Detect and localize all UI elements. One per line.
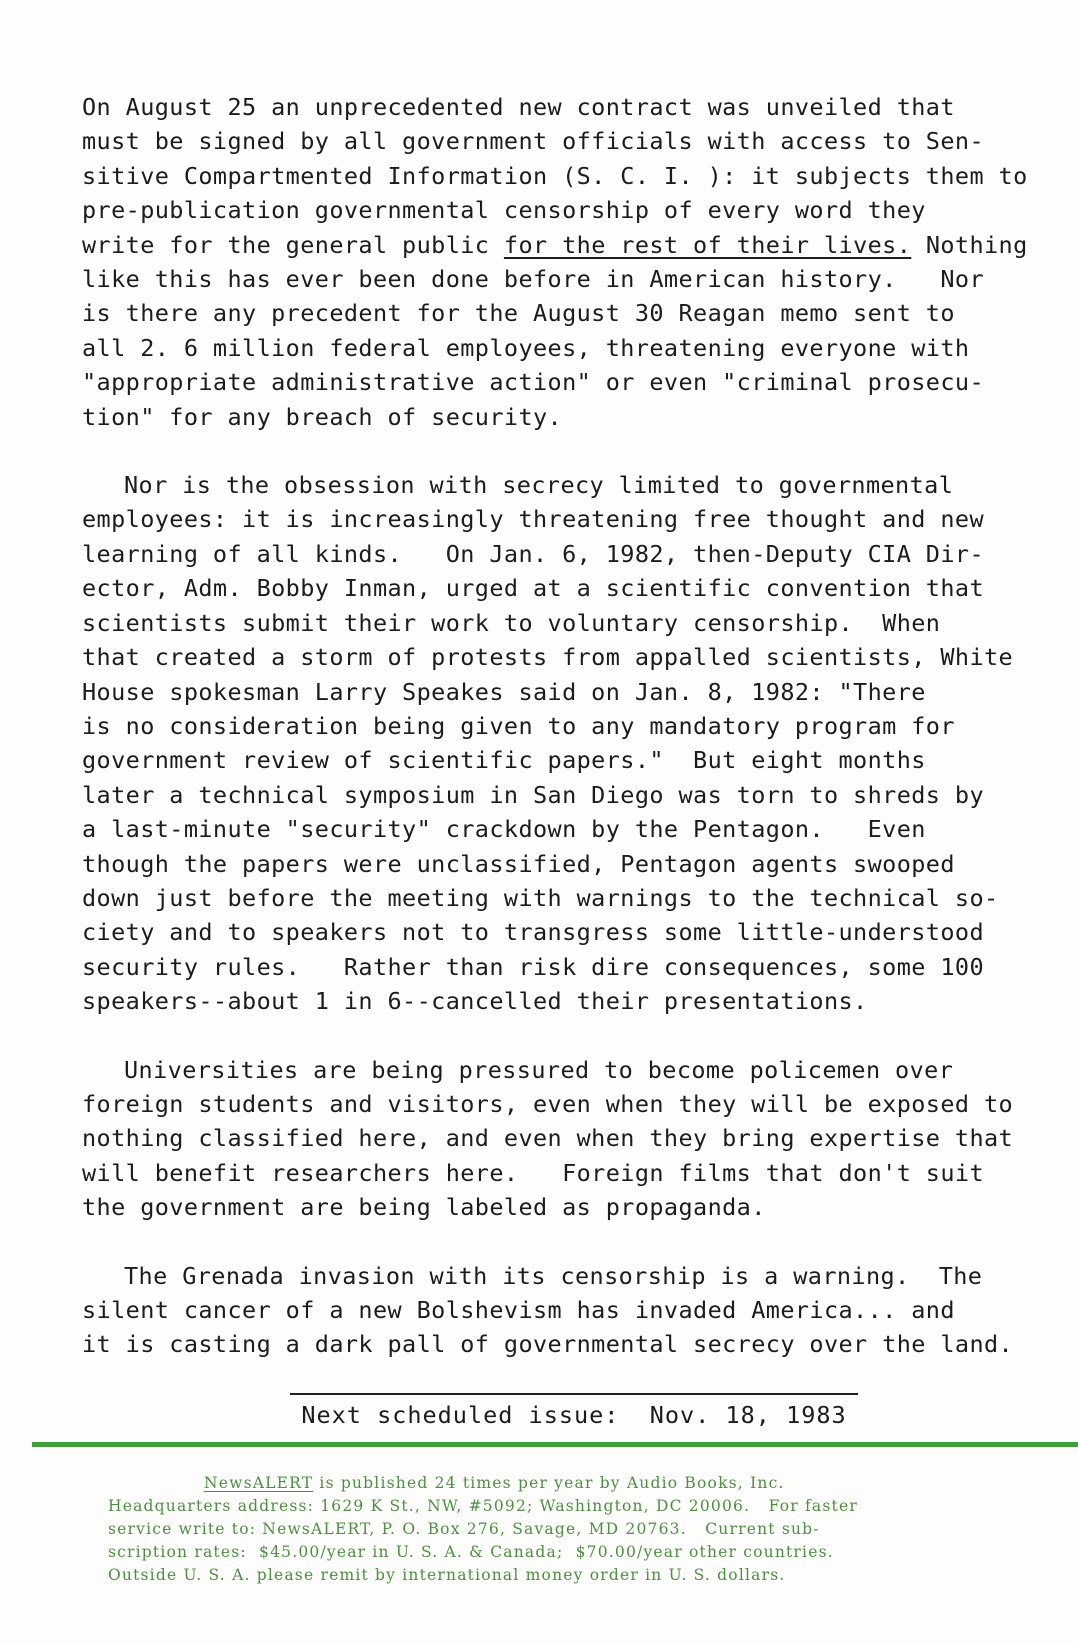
text-segment: government review of scientific papers." But eight months — [82, 746, 926, 775]
text-line — [82, 778, 1042, 812]
text-segment: ciety and to speakers not to transgress some little-understood — [82, 918, 984, 947]
text-line — [82, 984, 1042, 1018]
text-segment: the government are being labeled as propaganda. — [82, 1193, 766, 1222]
footer-line-3: service write to: NewsALERT, P. O. Box 276, Savage, MD 20763. Current sub- — [108, 1520, 820, 1538]
text-segment: down just before the meeting with warnings to the technical so- — [82, 883, 999, 912]
text-line — [82, 331, 1042, 365]
text-segment: speakers--about 1 in 6--cancelled their presentations. — [82, 987, 868, 1016]
text-segment: a last-minute "security" crackdown by the Pentagon. Even — [82, 815, 926, 844]
text-line — [82, 950, 1042, 984]
text-line — [82, 1190, 1042, 1224]
text-segment: The Grenada invasion with its censorship is a warning. The — [124, 1261, 983, 1290]
text-segment: nothing classified here, and even when they bring expertise that — [82, 1124, 1014, 1153]
text-segment: House spokesman Larry Speakes said on Jan. 8, 1982: "There — [82, 677, 926, 706]
footer-brand: NewsALERT — [204, 1474, 314, 1492]
text-segment: must be signed by all government officials with access to Sen- — [82, 127, 984, 156]
text-line — [82, 1087, 1042, 1121]
text-line — [82, 1259, 1042, 1293]
text-segment: Nor is the obsession with secrecy limited to governmental — [124, 471, 954, 500]
text-line — [82, 262, 1042, 296]
text-line — [82, 847, 1042, 881]
text-segment: is no consideration being given to any mandatory program for — [82, 711, 955, 740]
text-line — [82, 606, 1042, 640]
text-segment: "appropriate administrative action" or even "criminal prosecu- — [82, 368, 984, 397]
footer-line-4: scription rates: $45.00/year in U. S. A. & Canada; $70.00/year other countries. — [108, 1543, 834, 1561]
article-body — [82, 90, 1042, 1396]
text-segment: sitive Compartmented Information (S. C. I. ): it subjects them to — [82, 161, 1028, 190]
text-segment: like this has ever been done before in American history. Nor — [82, 265, 984, 294]
text-line — [82, 812, 1042, 846]
text-line — [82, 90, 1042, 124]
paragraph — [82, 90, 1042, 434]
text-line — [82, 468, 1042, 502]
text-segment: though the papers were unclassified, Pentagon agents swooped — [82, 849, 955, 878]
text-segment: it is casting a dark pall of governmental secrecy over the land. — [82, 1330, 1014, 1359]
text-segment: pre-publication governmental censorship of every word they — [82, 196, 926, 225]
text-segment: Nothing — [911, 230, 1028, 259]
text-segment: foreign students and visitors, even when they will be exposed to — [82, 1089, 1014, 1118]
text-segment: write for the general public — [82, 230, 504, 259]
text-line — [82, 571, 1042, 605]
next-issue-notice: Next scheduled issue: Nov. 18, 1983 — [290, 1393, 858, 1429]
text-line — [82, 124, 1042, 158]
text-segment: Universities are being pressured to become policemen over — [124, 1055, 954, 1084]
underlined-phrase: for the rest of their lives. — [503, 230, 912, 259]
text-segment: later a technical symposium in San Diego was torn to shreds by — [82, 780, 984, 809]
text-line — [82, 743, 1042, 777]
paragraph — [82, 1259, 1042, 1362]
text-line — [82, 296, 1042, 330]
text-line — [82, 915, 1042, 949]
text-line — [82, 709, 1042, 743]
text-line — [82, 228, 1042, 262]
text-segment: learning of all kinds. On Jan. 6, 1982, then-Deputy CIA Dir- — [82, 539, 984, 568]
footer-line-1-text: is published 24 times per year by Audio Books, Inc. — [313, 1474, 785, 1492]
text-segment: will benefit researchers here. Foreign films that don't suit — [82, 1158, 984, 1187]
text-line — [82, 193, 1042, 227]
paragraph — [82, 1053, 1042, 1225]
text-segment: silent cancer of a new Bolshevism has invaded America... and — [82, 1296, 955, 1324]
text-segment: all 2. 6 million federal employees, threatening everyone with — [82, 333, 970, 362]
text-segment: scientists submit their work to voluntary censorship. When — [82, 608, 941, 637]
text-segment: ector, Adm. Bobby Inman, urged at a scientific convention that — [82, 574, 984, 603]
text-segment: is there any precedent for the August 30 Reagan memo sent to — [82, 299, 955, 328]
text-segment: that created a storm of protests from appalled scientists, White — [82, 643, 1014, 672]
publisher-footer — [108, 1472, 1028, 1587]
text-line — [82, 881, 1042, 915]
text-line — [82, 675, 1042, 709]
footer-line-2: Headquarters address: 1629 K St., NW, #5092; Washington, DC 20006. For faster — [108, 1497, 858, 1515]
text-line — [82, 1053, 1042, 1087]
text-line — [82, 1327, 1042, 1361]
footer-line-5: Outside U. S. A. please remit by international money order in U. S. dollars. — [108, 1566, 786, 1584]
text-segment: On August 25 an unprecedented new contract was unveiled that — [82, 93, 955, 121]
text-line — [82, 502, 1042, 536]
text-line — [82, 537, 1042, 571]
text-segment: tion" for any breach of security. — [82, 402, 563, 431]
text-line — [82, 365, 1042, 399]
paragraph — [82, 468, 1042, 1019]
text-line — [82, 1156, 1042, 1190]
text-line — [82, 640, 1042, 674]
green-divider — [32, 1442, 1078, 1447]
text-segment: employees: it is increasingly threatening free thought and new — [82, 505, 984, 534]
text-line — [82, 1293, 1042, 1327]
text-line — [82, 400, 1042, 434]
footer-line-1 — [108, 1472, 1028, 1495]
text-segment: security rules. Rather than risk dire consequences, some 100 — [82, 952, 984, 981]
text-line — [82, 159, 1042, 193]
text-line — [82, 1121, 1042, 1155]
